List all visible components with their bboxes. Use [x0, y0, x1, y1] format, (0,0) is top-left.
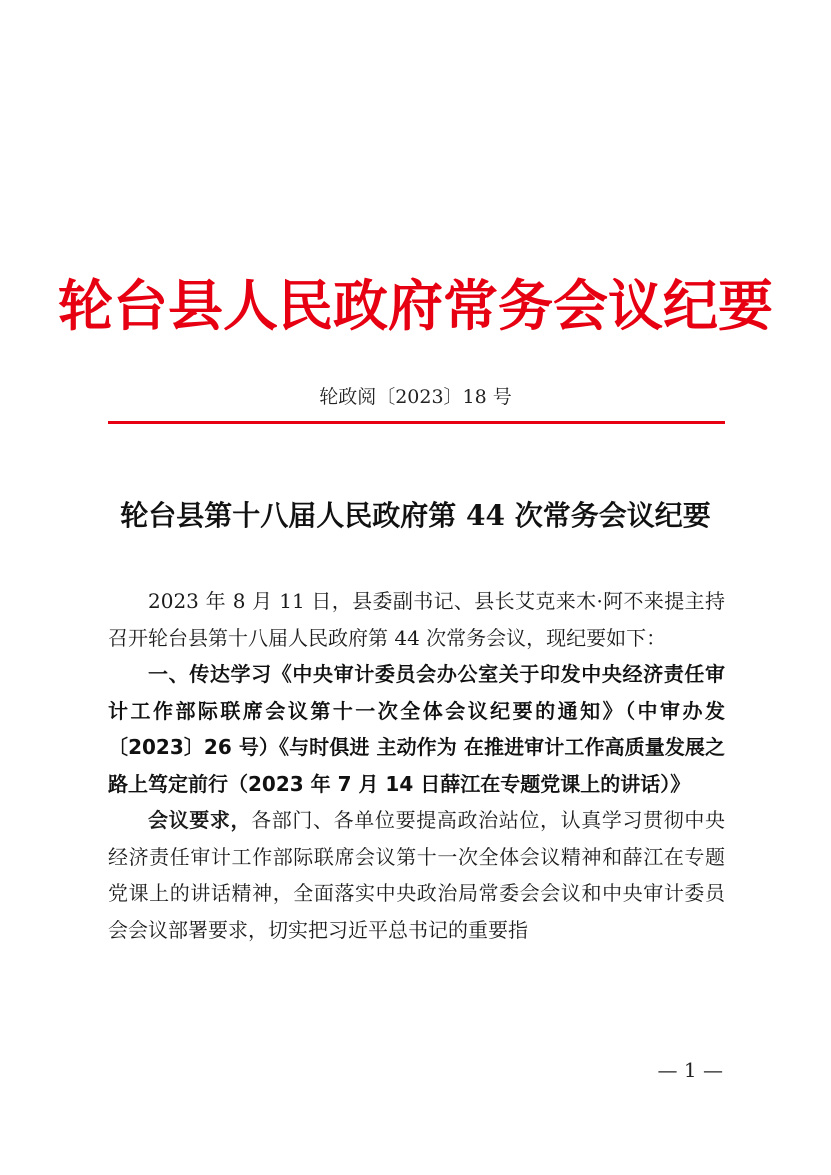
page-number: — 1 — [657, 1058, 723, 1082]
intro-paragraph: 2023 年 8 月 11 日，县委副书记、县长艾克来木·阿不来提主持召开轮台县第十八届人民政府第 44 次常务会议，现纪要如下： [108, 589, 725, 650]
meeting-summary-title: 轮台县第十八届人民政府第 44 次常务会议纪要 [120, 499, 711, 532]
red-separator-line [108, 421, 725, 424]
requirement-paragraph [108, 802, 725, 948]
document-header-title: 轮台县人民政府常务会议纪要 [57, 274, 773, 338]
requirement-text: 各部门、各单位要提高政治站位，认真学习贯彻中央经济责任审计工作部际联席会议第十一次全体会议精神和薛江在专题党课上的讲话精神，全面落实中央政治局常委会会议和中央审计委员会会议部署要求，切实把习近平总书记的重要指 [108, 808, 726, 942]
section-one-heading: 一、传达学习《中央审计委员会办公室关于印发中央经济责任审计工作部际联席会议第十一次全体会议纪要的通知》（中审办发〔2023〕26 号）《与时俱进 主动作为 在推进审计工作高质量发展之路上笃定前行（2023 年 7 月 14 日薛江在专题党课上的讲话）》 [108, 662, 725, 796]
document-number: 轮政阅〔2023〕18 号 [319, 386, 512, 408]
requirement-lead: 会议要求， [148, 808, 252, 832]
document-body [108, 583, 725, 948]
